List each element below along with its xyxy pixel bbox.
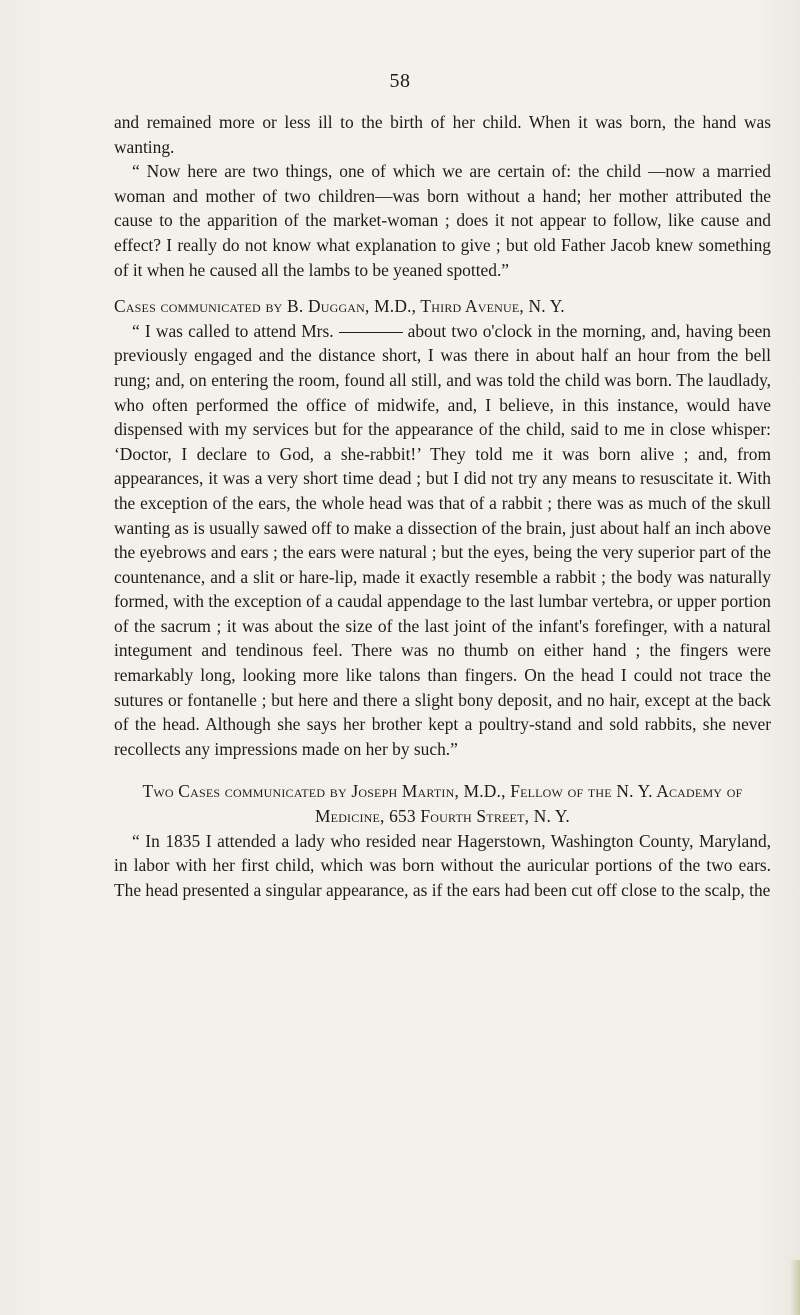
page-number: 58 xyxy=(389,70,411,92)
paragraph-hagerstown-case: “ In 1835 I attended a lady who resided near Hagerstown, Washington County, Maryland, in labor with her first child, which was born without the auricular portions of the two ears. The head presented a singular appearance, as if the ears had been cut off close to the scalp, the xyxy=(114,830,771,900)
paragraph-father-jacob: “ Now here are two things, one of which we are certain of: the child —now a married woman and mother of two children—was born without a hand; her mother attributed the cause to the apparition of the market-woman ; does it not appear to follow, like cause and effect? I really do not know what explanation to give ; but old Father Jacob knew something of it when he caused all the lambs to be yeaned spotted.” xyxy=(114,161,771,280)
page-body xyxy=(114,110,771,902)
paragraph-rabbit-case-start: “ I was called to attend Mrs. xyxy=(132,320,334,341)
paragraph-continued: and remained more or less ill to the birth of her child. When it was born, the hand was wanting. xyxy=(114,112,771,157)
paragraph-rabbit-case-rest: about two o'clock in the morning, and, having been previously engaged and the distance short, I was there in about half an hour from the bell rung; and, on entering the room, found all still, and was told the child was born. The laudlady, who often performed the office of midwife, and, I believe, in this instance, would have dispensed with my services but for the appearance of the child, said to me in close whisper: ‘Doctor, I declare to God, a she-rabbit!’ They told me it was born alive ; and, from appearances, it was a very short time dead ; but I did not try any means to resuscitate it. With the exception of the ears, the whole head was that of a rabbit ; there was as much of the skull wanting as is usually sawed off to make a dissection of the brain, just about half an inch above the eyebrows and ears ; the ears were natural ; but the eyes, being the very superior part of the countenance, and a slit or hare-lip, made it exactly resemble a rabbit ; the body was naturally formed, with the exception of a caudal appendage to the last lumbar vertebra, or upper portion of the sacrum ; it was about the size of the last joint of the infant's forefinger, with a natural integument and tendinous feel. There was no thumb on either hand ; the fingers were remarkably long, looking more like talons than fingers. On the head I could not trace the sutures or fontanelle ; but here and there a slight bony deposit, and no hair, except at the back of the head. Although she says her brother kept a poultry-stand and sold rabbits, she never recollects any impressions made on her by such.” xyxy=(114,320,772,759)
section-heading-duggan: Cases communicated by B. Duggan, M.D., Third Avenue, N. Y. xyxy=(114,296,565,317)
name-omitted-dash xyxy=(339,332,403,333)
page-edge-stain xyxy=(790,1260,800,1315)
paragraph-rabbit-case xyxy=(114,319,771,762)
section-heading-martin: Two Cases communicated by Joseph Martin, M.D., Fellow of the N. Y. Academy of Medicine, 653 Fourth Street, N. Y. xyxy=(142,781,743,827)
